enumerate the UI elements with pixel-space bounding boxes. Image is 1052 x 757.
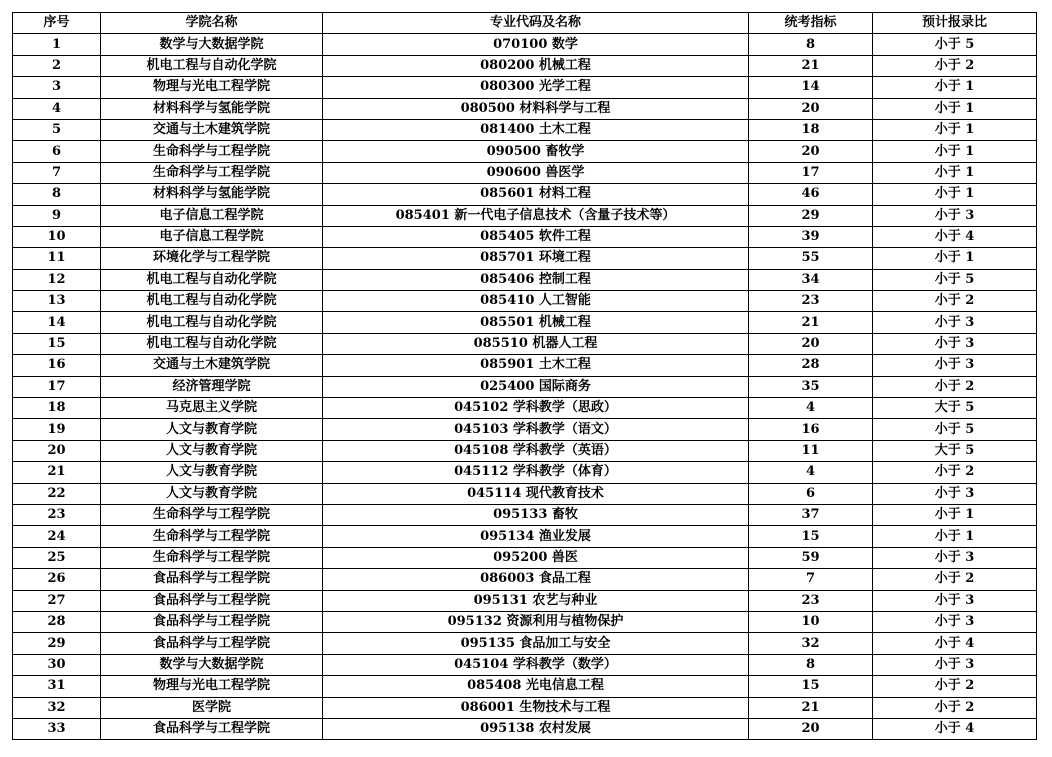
cell-college: 生命科学与工程学院 — [101, 547, 323, 568]
cell-quota: 4 — [749, 398, 873, 419]
cell-index: 24 — [13, 526, 101, 547]
cell-ratio: 小于 3 — [873, 547, 1037, 568]
cell-ratio: 小于 2 — [873, 291, 1037, 312]
cell-ratio: 小于 2 — [873, 697, 1037, 718]
cell-quota: 37 — [749, 504, 873, 525]
cell-major: 095135 食品加工与安全 — [323, 633, 749, 654]
cell-quota: 4 — [749, 462, 873, 483]
cell-quota: 23 — [749, 590, 873, 611]
cell-college: 食品科学与工程学院 — [101, 569, 323, 590]
table-row — [13, 398, 1037, 419]
cell-index: 4 — [13, 98, 101, 119]
table-row — [13, 333, 1037, 354]
cell-index: 28 — [13, 611, 101, 632]
cell-college: 生命科学与工程学院 — [101, 162, 323, 183]
table-row — [13, 291, 1037, 312]
cell-quota: 8 — [749, 34, 873, 55]
cell-index: 5 — [13, 119, 101, 140]
cell-index: 12 — [13, 269, 101, 290]
cell-major: 086003 食品工程 — [323, 569, 749, 590]
cell-quota: 14 — [749, 77, 873, 98]
cell-college: 物理与光电工程学院 — [101, 676, 323, 697]
header-quota: 统考指标 — [749, 13, 873, 34]
cell-ratio: 大于 5 — [873, 440, 1037, 461]
cell-college: 交通与土木建筑学院 — [101, 355, 323, 376]
cell-ratio: 小于 4 — [873, 226, 1037, 247]
cell-ratio: 小于 2 — [873, 569, 1037, 590]
cell-college: 生命科学与工程学院 — [101, 526, 323, 547]
header-index: 序号 — [13, 13, 101, 34]
cell-major: 085408 光电信息工程 — [323, 676, 749, 697]
table-row — [13, 569, 1037, 590]
cell-major: 080300 光学工程 — [323, 77, 749, 98]
cell-ratio: 小于 3 — [873, 654, 1037, 675]
cell-college: 机电工程与自动化学院 — [101, 291, 323, 312]
cell-ratio: 小于 4 — [873, 633, 1037, 654]
cell-college: 电子信息工程学院 — [101, 226, 323, 247]
cell-major: 045112 学科教学（体育） — [323, 462, 749, 483]
table-row — [13, 376, 1037, 397]
header-ratio: 预计报录比 — [873, 13, 1037, 34]
cell-quota: 55 — [749, 248, 873, 269]
cell-college: 生命科学与工程学院 — [101, 504, 323, 525]
cell-major: 045102 学科教学（思政） — [323, 398, 749, 419]
cell-ratio: 小于 3 — [873, 355, 1037, 376]
cell-ratio: 小于 5 — [873, 269, 1037, 290]
table-header — [13, 13, 1037, 34]
cell-quota: 20 — [749, 141, 873, 162]
table-row — [13, 77, 1037, 98]
cell-ratio: 小于 1 — [873, 98, 1037, 119]
cell-index: 18 — [13, 398, 101, 419]
cell-index: 6 — [13, 141, 101, 162]
cell-index: 29 — [13, 633, 101, 654]
table-row — [13, 312, 1037, 333]
cell-quota: 20 — [749, 333, 873, 354]
cell-ratio: 小于 4 — [873, 718, 1037, 739]
cell-major: 086001 生物技术与工程 — [323, 697, 749, 718]
cell-major: 090500 畜牧学 — [323, 141, 749, 162]
cell-index: 31 — [13, 676, 101, 697]
table-row — [13, 483, 1037, 504]
cell-major: 090600 兽医学 — [323, 162, 749, 183]
cell-quota: 18 — [749, 119, 873, 140]
cell-major: 085410 人工智能 — [323, 291, 749, 312]
cell-index: 33 — [13, 718, 101, 739]
cell-ratio: 小于 1 — [873, 526, 1037, 547]
header-major: 专业代码及名称 — [323, 13, 749, 34]
cell-major: 085601 材料工程 — [323, 184, 749, 205]
cell-index: 8 — [13, 184, 101, 205]
cell-major: 085510 机器人工程 — [323, 333, 749, 354]
cell-index: 30 — [13, 654, 101, 675]
cell-major: 095132 资源利用与植物保护 — [323, 611, 749, 632]
cell-college: 生命科学与工程学院 — [101, 141, 323, 162]
cell-index: 26 — [13, 569, 101, 590]
cell-ratio: 小于 1 — [873, 119, 1037, 140]
cell-ratio: 小于 5 — [873, 34, 1037, 55]
cell-quota: 7 — [749, 569, 873, 590]
cell-quota: 8 — [749, 654, 873, 675]
table-row — [13, 119, 1037, 140]
table-row — [13, 184, 1037, 205]
cell-major: 095200 兽医 — [323, 547, 749, 568]
cell-major: 070100 数学 — [323, 34, 749, 55]
cell-college: 食品科学与工程学院 — [101, 633, 323, 654]
cell-college: 食品科学与工程学院 — [101, 718, 323, 739]
cell-college: 环境化学与工程学院 — [101, 248, 323, 269]
cell-college: 食品科学与工程学院 — [101, 611, 323, 632]
cell-college: 人文与教育学院 — [101, 483, 323, 504]
cell-college: 数学与大数据学院 — [101, 654, 323, 675]
table-row — [13, 162, 1037, 183]
cell-major: 095134 渔业发展 — [323, 526, 749, 547]
table-row — [13, 633, 1037, 654]
cell-college: 数学与大数据学院 — [101, 34, 323, 55]
cell-quota: 35 — [749, 376, 873, 397]
cell-college: 人文与教育学院 — [101, 419, 323, 440]
cell-major: 085401 新一代电子信息技术（含量子技术等） — [323, 205, 749, 226]
cell-index: 2 — [13, 55, 101, 76]
cell-ratio: 小于 2 — [873, 462, 1037, 483]
cell-major: 045103 学科教学（语文） — [323, 419, 749, 440]
cell-index: 19 — [13, 419, 101, 440]
cell-ratio: 小于 1 — [873, 248, 1037, 269]
cell-index: 23 — [13, 504, 101, 525]
cell-college: 材料科学与氢能学院 — [101, 184, 323, 205]
cell-major: 095138 农村发展 — [323, 718, 749, 739]
cell-major: 085501 机械工程 — [323, 312, 749, 333]
cell-quota: 10 — [749, 611, 873, 632]
cell-major: 085701 环境工程 — [323, 248, 749, 269]
cell-quota: 59 — [749, 547, 873, 568]
cell-college: 医学院 — [101, 697, 323, 718]
table-row — [13, 226, 1037, 247]
table-row — [13, 98, 1037, 119]
cell-index: 10 — [13, 226, 101, 247]
cell-ratio: 小于 1 — [873, 77, 1037, 98]
table-row — [13, 205, 1037, 226]
cell-college: 机电工程与自动化学院 — [101, 55, 323, 76]
table-row — [13, 141, 1037, 162]
cell-quota: 21 — [749, 697, 873, 718]
cell-quota: 32 — [749, 633, 873, 654]
table-row — [13, 440, 1037, 461]
table-row — [13, 697, 1037, 718]
cell-index: 13 — [13, 291, 101, 312]
cell-college: 物理与光电工程学院 — [101, 77, 323, 98]
cell-index: 9 — [13, 205, 101, 226]
header-row — [13, 13, 1037, 34]
cell-ratio: 小于 3 — [873, 611, 1037, 632]
table-body — [13, 34, 1037, 740]
cell-major: 095131 农艺与种业 — [323, 590, 749, 611]
table-row — [13, 248, 1037, 269]
cell-college: 人文与教育学院 — [101, 462, 323, 483]
cell-ratio: 小于 1 — [873, 504, 1037, 525]
cell-quota: 6 — [749, 483, 873, 504]
cell-college: 机电工程与自动化学院 — [101, 333, 323, 354]
table-row — [13, 355, 1037, 376]
cell-college: 交通与土木建筑学院 — [101, 119, 323, 140]
cell-quota: 20 — [749, 98, 873, 119]
cell-major: 095133 畜牧 — [323, 504, 749, 525]
table-row — [13, 419, 1037, 440]
cell-quota: 29 — [749, 205, 873, 226]
admission-table-container — [12, 12, 1036, 740]
cell-quota: 34 — [749, 269, 873, 290]
cell-index: 17 — [13, 376, 101, 397]
cell-index: 1 — [13, 34, 101, 55]
cell-ratio: 小于 2 — [873, 55, 1037, 76]
cell-index: 27 — [13, 590, 101, 611]
cell-ratio: 小于 3 — [873, 312, 1037, 333]
cell-quota: 15 — [749, 526, 873, 547]
table-row — [13, 676, 1037, 697]
cell-quota: 16 — [749, 419, 873, 440]
table-row — [13, 34, 1037, 55]
cell-ratio: 小于 2 — [873, 376, 1037, 397]
cell-major: 085901 土木工程 — [323, 355, 749, 376]
cell-major: 085406 控制工程 — [323, 269, 749, 290]
cell-ratio: 小于 3 — [873, 333, 1037, 354]
cell-quota: 28 — [749, 355, 873, 376]
table-row — [13, 526, 1037, 547]
cell-ratio: 小于 3 — [873, 205, 1037, 226]
cell-ratio: 小于 5 — [873, 419, 1037, 440]
cell-ratio: 小于 3 — [873, 590, 1037, 611]
cell-quota: 21 — [749, 55, 873, 76]
cell-index: 7 — [13, 162, 101, 183]
cell-index: 11 — [13, 248, 101, 269]
cell-index: 14 — [13, 312, 101, 333]
table-row — [13, 611, 1037, 632]
table-row — [13, 55, 1037, 76]
header-college: 学院名称 — [101, 13, 323, 34]
cell-ratio: 小于 1 — [873, 141, 1037, 162]
cell-index: 21 — [13, 462, 101, 483]
cell-major: 081400 土木工程 — [323, 119, 749, 140]
admission-table — [12, 12, 1037, 740]
cell-ratio: 小于 2 — [873, 676, 1037, 697]
cell-quota: 46 — [749, 184, 873, 205]
cell-college: 机电工程与自动化学院 — [101, 269, 323, 290]
cell-college: 材料科学与氢能学院 — [101, 98, 323, 119]
cell-college: 马克思主义学院 — [101, 398, 323, 419]
cell-ratio: 小于 3 — [873, 483, 1037, 504]
cell-college: 机电工程与自动化学院 — [101, 312, 323, 333]
cell-index: 16 — [13, 355, 101, 376]
cell-index: 32 — [13, 697, 101, 718]
cell-quota: 15 — [749, 676, 873, 697]
cell-major: 080200 机械工程 — [323, 55, 749, 76]
table-row — [13, 718, 1037, 739]
cell-index: 25 — [13, 547, 101, 568]
cell-college: 食品科学与工程学院 — [101, 590, 323, 611]
table-row — [13, 462, 1037, 483]
cell-index: 22 — [13, 483, 101, 504]
cell-quota: 17 — [749, 162, 873, 183]
cell-index: 15 — [13, 333, 101, 354]
table-row — [13, 504, 1037, 525]
cell-college: 人文与教育学院 — [101, 440, 323, 461]
table-row — [13, 590, 1037, 611]
cell-major: 045114 现代教育技术 — [323, 483, 749, 504]
cell-ratio: 小于 1 — [873, 184, 1037, 205]
cell-quota: 23 — [749, 291, 873, 312]
table-row — [13, 547, 1037, 568]
cell-college: 电子信息工程学院 — [101, 205, 323, 226]
cell-major: 045108 学科教学（英语） — [323, 440, 749, 461]
cell-major: 080500 材料科学与工程 — [323, 98, 749, 119]
cell-index: 20 — [13, 440, 101, 461]
cell-quota: 39 — [749, 226, 873, 247]
cell-index: 3 — [13, 77, 101, 98]
table-row — [13, 654, 1037, 675]
table-row — [13, 269, 1037, 290]
cell-ratio: 小于 1 — [873, 162, 1037, 183]
cell-ratio: 大于 5 — [873, 398, 1037, 419]
cell-major: 085405 软件工程 — [323, 226, 749, 247]
cell-quota: 21 — [749, 312, 873, 333]
cell-major: 025400 国际商务 — [323, 376, 749, 397]
cell-major: 045104 学科教学（数学） — [323, 654, 749, 675]
cell-college: 经济管理学院 — [101, 376, 323, 397]
cell-quota: 20 — [749, 718, 873, 739]
cell-quota: 11 — [749, 440, 873, 461]
